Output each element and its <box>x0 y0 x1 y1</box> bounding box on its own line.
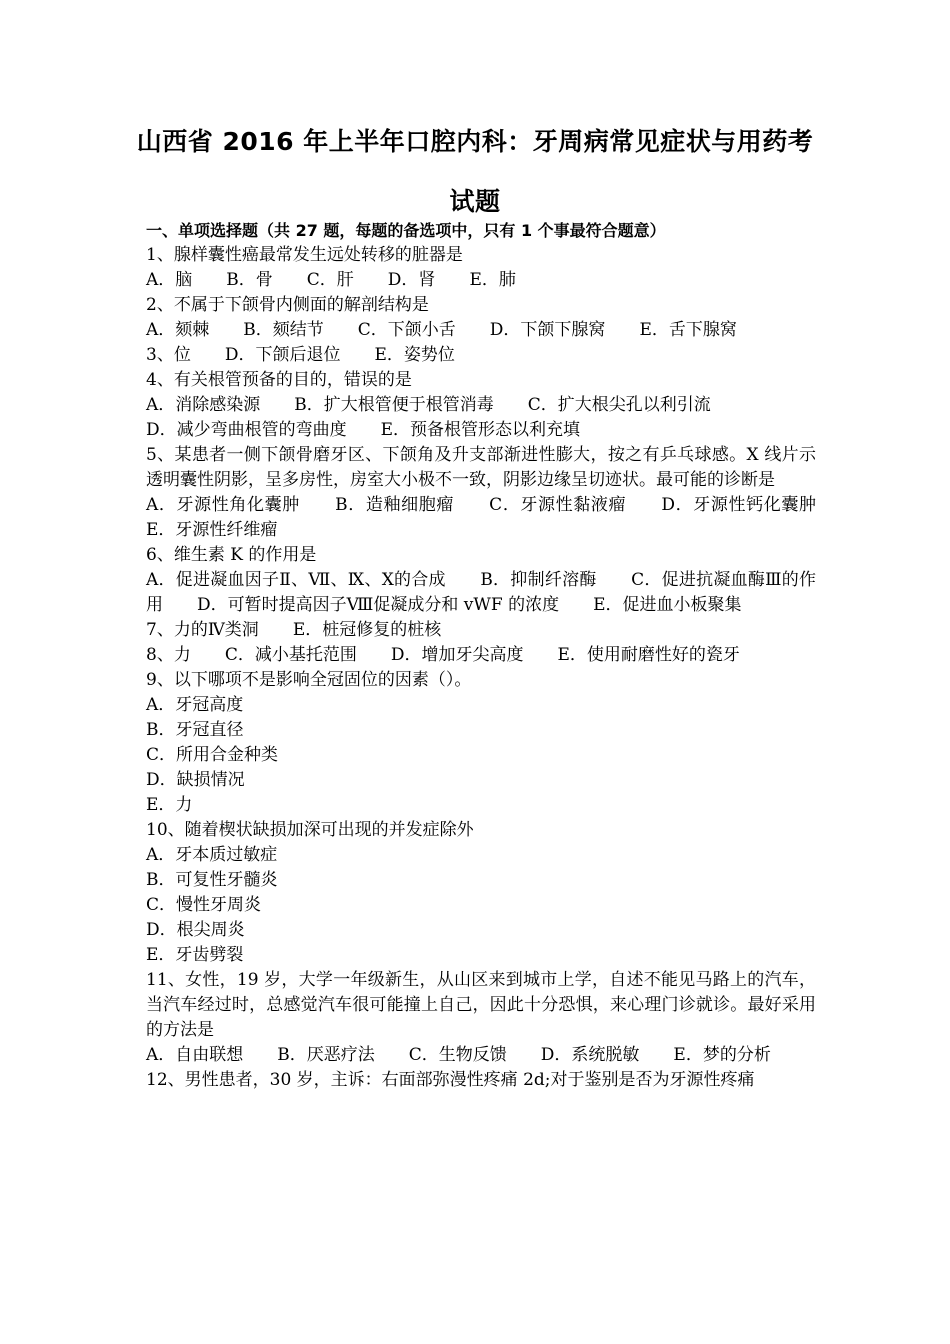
option: C．下颌小舌 <box>357 320 456 340</box>
option: B．扩大根管便于根管消毒 <box>294 395 494 415</box>
option: E．舌下腺窝 <box>639 320 737 340</box>
title-line-1: 山西省 2016 年上半年口腔内科：牙周病常见症状与用药考 <box>136 127 814 156</box>
question-7-options <box>146 618 816 643</box>
question-3-options <box>146 343 816 368</box>
question-2-options <box>146 318 816 343</box>
option: C．减小基托范围 <box>224 645 357 665</box>
option: C．肝 <box>306 270 354 290</box>
option: D．下颌下腺窝 <box>489 320 606 340</box>
option: D．减少弯曲根管的弯曲度 <box>146 420 347 440</box>
question-6-stem: 6、维生素 K 的作用是 <box>146 545 317 565</box>
option: E．姿势位 <box>374 345 455 365</box>
question-12-stem: 12、男性患者，30 岁，主诉：右面部弥漫性疼痛 2d;对于鉴别是否为牙源性疼痛 <box>146 1070 755 1090</box>
option: 8、力 <box>146 645 191 665</box>
option: B．骨 <box>226 270 273 290</box>
question-6-options: A．促进凝血因子Ⅱ、Ⅶ、Ⅸ、Ⅹ的合成 B．抑制纤溶酶 C．促进抗凝血酶Ⅲ的作用 D．可暂时提高因子Ⅷ促凝成分和 vWF 的浓度 E．促进血小板聚集 <box>146 570 816 615</box>
option: E．肺 <box>469 270 516 290</box>
question-10-option: E．牙齿劈裂 <box>146 945 244 965</box>
question-8-options <box>146 643 816 668</box>
question-9-stem: 9、以下哪项不是影响全冠固位的因素（）。 <box>146 670 472 690</box>
option: A．消除感染源 <box>146 395 261 415</box>
question-10-option: A．牙本质过敏症 <box>146 845 278 865</box>
option: 3、位 <box>146 345 191 365</box>
option: 7、力的Ⅳ类洞 <box>146 620 259 640</box>
question-1-options <box>146 268 816 293</box>
option: D．增加牙尖高度 <box>390 645 524 665</box>
question-2-stem: 2、不属于下颌骨内侧面的解剖结构是 <box>146 295 429 315</box>
question-5-stem: 5、某患者一侧下颌骨磨牙区、下颌角及升支部渐进性膨大，按之有乒乓球感。X 线片示透明囊性阴影，呈多房性，房室大小极不一致，阴影边缘呈切迹状。最可能的诊断是 <box>146 445 816 490</box>
option: E．桩冠修复的桩核 <box>292 620 442 640</box>
question-10-option: B．可复性牙髓炎 <box>146 870 278 890</box>
option: E．使用耐磨性好的瓷牙 <box>557 645 740 665</box>
section-heading: 一、单项选择题（共 27 题，每题的备选项中，只有 1 个事最符合题意） <box>146 221 666 240</box>
option: A．脑 <box>146 270 193 290</box>
option: B．颏结节 <box>243 320 324 340</box>
question-9-option: C．所用合金种类 <box>146 745 279 765</box>
document-body <box>146 218 850 1093</box>
question-9-option: B．牙冠直径 <box>146 720 244 740</box>
question-5-options: A．牙源性角化囊肿 B．造釉细胞瘤 C．牙源性黏液瘤 D．牙源性钙化囊肿 E．牙源性纤维瘤 <box>146 495 850 540</box>
question-9-option: A．牙冠高度 <box>146 695 244 715</box>
option: E．预备根管形态以利充填 <box>380 420 581 440</box>
option: A．颏棘 <box>146 320 210 340</box>
question-11-stem: 11、女性，19 岁，大学一年级新生，从山区来到城市上学，自述不能见马路上的汽车，当汽车经过时，总感觉汽车很可能撞上自己，因此十分恐惧，来心理门诊就诊。最好采用的方法是 <box>146 970 816 1040</box>
question-4-stem: 4、有关根管预备的目的，错误的是 <box>146 370 412 390</box>
option: D．下颌后退位 <box>224 345 341 365</box>
question-9-option: D．缺损情况 <box>146 770 245 790</box>
question-10-stem: 10、随着楔状缺损加深可出现的并发症除外 <box>146 820 474 840</box>
question-10-option: C．慢性牙周炎 <box>146 895 262 915</box>
document-title <box>120 112 830 232</box>
question-4-options-row-1 <box>146 393 816 418</box>
option: D．肾 <box>387 270 436 290</box>
question-9-option: E．力 <box>146 795 193 815</box>
question-4-options-row-2 <box>146 418 816 443</box>
title-line-2: 试题 <box>449 187 501 216</box>
question-10-option: D．根尖周炎 <box>146 920 245 940</box>
question-1-stem: 1、腺样囊性癌最常发生远处转移的脏器是 <box>146 245 463 265</box>
question-11-options: A．自由联想 B．厌恶疗法 C．生物反馈 D．系统脱敏 E．梦的分析 <box>146 1045 771 1065</box>
option: C．扩大根尖孔以利引流 <box>527 395 711 415</box>
